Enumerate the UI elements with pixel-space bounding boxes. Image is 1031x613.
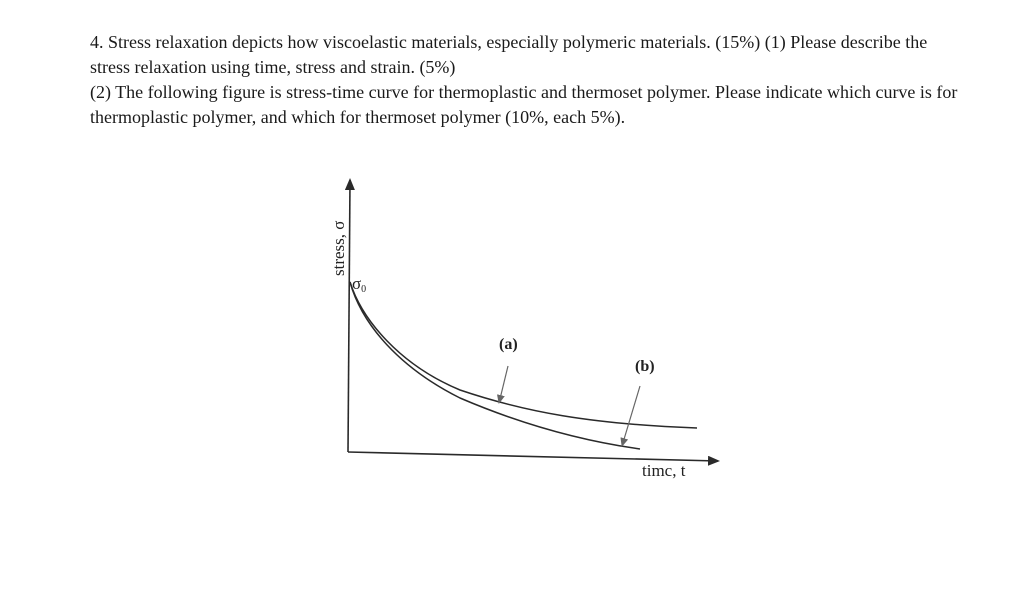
- question-part-intro: 4. Stress relaxation depicts how viscoelastic materials, especially polymeric materials. (15%) (1) Please describe the stress relaxation using time, stress and strain. (5%): [90, 32, 928, 77]
- curve-a-label: (a): [499, 336, 518, 353]
- sigma0-main: σ: [352, 274, 362, 293]
- question-part-two: (2) The following figure is stress-time curve for thermoplastic and thermoset polymer. Please indicate which curve is for thermoplastic polymer, and which for thermoset polymer (10%, each 5%).: [90, 82, 958, 127]
- curve-b-label: (b): [635, 358, 655, 375]
- sigma0-sub: 0: [361, 284, 367, 295]
- x-axis-label: timc, t: [642, 461, 686, 480]
- curve-b: [350, 282, 640, 449]
- curve-a-pointer: [499, 366, 508, 403]
- curve-a: [350, 282, 697, 428]
- x-axis: [348, 452, 718, 461]
- y-axis-label: stress, σ: [329, 220, 348, 276]
- curve-b-pointer: [622, 386, 640, 446]
- y-axis: [348, 180, 350, 452]
